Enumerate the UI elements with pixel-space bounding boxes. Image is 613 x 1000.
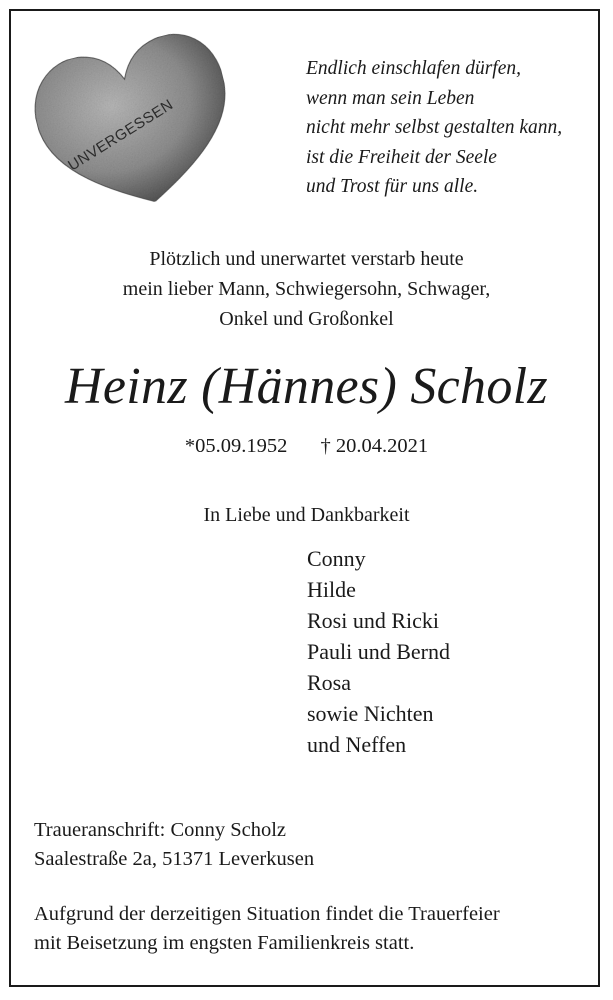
death-date: † 20.04.2021 (320, 435, 429, 457)
intro-line: Plötzlich und unerwartet verstarb heute (149, 248, 464, 270)
mourning-address (34, 816, 314, 874)
mourner: Pauli und Bernd (307, 639, 450, 664)
mourners-list (307, 543, 450, 760)
note-line: mit Beisetzung im engsten Familienkreis statt. (34, 932, 415, 954)
intro-line: mein lieber Mann, Schwiegersohn, Schwager, (122, 278, 491, 300)
mourner: Hilde (307, 577, 356, 602)
poem (306, 54, 596, 202)
intro-line: Onkel und Großonkel (219, 308, 394, 330)
poem-line: Endlich einschlafen dürfen, (306, 58, 521, 79)
birth-date: *05.09.1952 (184, 435, 288, 457)
poem-line: ist die Freiheit der Seele (306, 146, 497, 168)
address-line: Saalestraße 2a, 51371 Leverkusen (34, 848, 315, 870)
intro-text (0, 244, 613, 334)
poem-line: und Trost für uns alle. (306, 176, 479, 197)
address-line: Traueranschrift: Conny Scholz (34, 819, 287, 841)
mourner: Rosa (307, 670, 351, 695)
stone-heart-icon (28, 24, 242, 218)
poem-line: wenn man sein Leben (306, 87, 475, 109)
poem-line: nicht mehr selbst gestalten kann, (306, 117, 563, 138)
mourner: Rosi und Ricki (307, 608, 440, 633)
mourner: Conny (307, 546, 366, 571)
funeral-note (34, 900, 500, 958)
closing-line: In Liebe und Dankbarkeit (203, 504, 410, 526)
mourner: und Neffen (307, 732, 407, 757)
heart-engraving: UNVERGESSEN (65, 96, 177, 175)
mourner: sowie Nichten (307, 701, 434, 726)
note-line: Aufgrund der derzeitigen Situation findet die Trauerfeier (34, 903, 500, 925)
deceased-name: Heinz (Hännes) Scholz (65, 358, 548, 415)
life-dates (0, 431, 613, 461)
